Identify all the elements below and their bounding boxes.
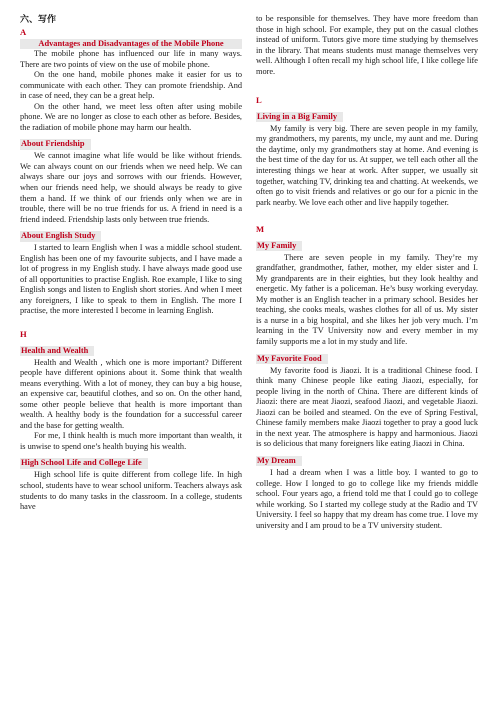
essay-title-my-family: My Family xyxy=(256,241,302,252)
paragraph: My favorite food is Jiaozi. It is a traditional Chinese food. I think many Chinese people like eating Jiaozi, especially, for people living in the north of China. There are different kinds of Jiaozi: there are meat Jiaozi, seafood Jiaozi, and vegetable Jiaozi. Jiaozi can be boiled and steamed. On the eve of Spring Festival, Chinese family members make Jiaozi together to pray a good luck in the next year. The atmosphere is happy and harmonious. Jiaozi is so delicious that many foreigners like eating Jiaozi in China. xyxy=(256,365,478,449)
essay-title-health-wealth: Health and Wealth xyxy=(20,346,94,357)
letter-heading-h: H xyxy=(20,329,27,340)
essay-title-my-dream: My Dream xyxy=(256,456,302,467)
paragraph: Health and Wealth , which one is more important? Different people have different opinions about it. Some think that wealth means everything. With a lot of money, they can buy a big house, an expensive car, beautiful clothes, and so on. On the other hand, some other people believe that health is more important than wealth. A healthy body is the foundation for a successful career and the base for getting wealth. xyxy=(20,357,242,430)
paragraph: For me, I think health is much more important than wealth, it is unwise to spend one’s health buying his wealth. xyxy=(20,431,242,451)
paragraph: I started to learn English when I was a middle school student. English has been one of my favourite subjects, and I have made a lot of progress in my English study. I have always made good use of all opportunities to practise English. Roe example, I like to sing English songs and listen to English short stories. And when I meet any foreigners, I like to speak to them in English. The more I practise, the more interested I become in learning English. xyxy=(20,243,242,316)
paragraph: High school life is quite different from college life. In high school, students have to wear school uniform. Teachers always ask students to do many tasks in the classroom. In a college, students have xyxy=(20,470,242,512)
paragraph: On the other hand, we meet less often after using mobile phone. We are no longer as close to each other as before. Besides, the radiation of mobile phone may harm our health. xyxy=(20,101,242,132)
letter-heading-a: A xyxy=(20,27,27,37)
paragraph: We cannot imagine what life would be like without friends. We can always count on our friends when we need help. We can always share our joys and sorrows with our friends. However, when our friends need help, we should always be ready to give them a hand. If we think of our friends only when we are in trouble, there will be no true friends for us. A friend in need is a friend indeed. Friendship lasts only between true friends. xyxy=(20,151,242,224)
essay-title-english-study: About English Study xyxy=(20,231,101,242)
essay-title-big-family: Living in a Big Family xyxy=(256,112,343,123)
paragraph: My family is very big. There are seven people in my family, my grandmothers, my parents, my uncle, my aunt and me. During the daytime, only my grandmothers stay at home. And evening is the best time of the day for us. At supper, we tell each other all the interesting things we hear at work. After supper, we usually sit together, watching TV, drinking tea and chatting. At weekends, we often go to visit friends and relatives or go our for a picnic in the park nearby. We love each other and live happily together. xyxy=(256,123,478,207)
essay-title-friendship: About Friendship xyxy=(20,139,91,150)
paragraph-continued: to be responsible for themselves. They have more freedom than those in high school. For example, they put on the casual clothes instead of uniform. Tutors give more time studying by themselves in the library. That means students must manage themselves very well. Although I often recall my high school life, I like college life more. xyxy=(256,14,478,76)
paragraph: There are seven people in my family. They’re my grandfather, grandmother, father, mother, my elder sister and I. My grandparents are in their eighties, but they look healthy and energetic. My father is a policeman. He’s busy working everyday. My mother is an English teacher in a primary school. Besides her teaching, she cooks meals, washes clothes for all of us. My sister is a nurse in a big hospital, and she likes her job very much. I’m learning in the TV University now and every member in my family supports me a lot in my study and life. xyxy=(256,252,478,347)
essay-title-mobile-phone: Advantages and Disadvantages of the Mobile Phone xyxy=(20,39,242,50)
essay-title-high-school-college: High School Life and College Life xyxy=(20,458,148,469)
section-title: 六、写作 xyxy=(20,14,57,24)
left-column xyxy=(20,14,242,531)
essay-title-favorite-food: My Favorite Food xyxy=(256,354,328,365)
letter-heading-m: M xyxy=(256,224,265,235)
paragraph: I had a dream when I was a little boy. I wanted to go to college. How I longed to go to college like my friends middle school. Four years ago, a friend told me that I could go to college while working. So I started my college study at the Radio and TV University. I feel so happy that my dream has come true. I love my university and I am proud to be a TV university student. xyxy=(256,467,478,530)
two-column-layout xyxy=(20,14,480,531)
paragraph: The mobile phone has influenced our life in many ways. There are two points of view on the use of mobile phone. xyxy=(20,49,242,69)
paragraph: On the one hand, mobile phones make it easier for us to communicate with each other. They can promote friendship. And in case of need, they can be a great help. xyxy=(20,70,242,101)
letter-heading-l: L xyxy=(256,95,262,106)
right-column xyxy=(256,14,478,531)
